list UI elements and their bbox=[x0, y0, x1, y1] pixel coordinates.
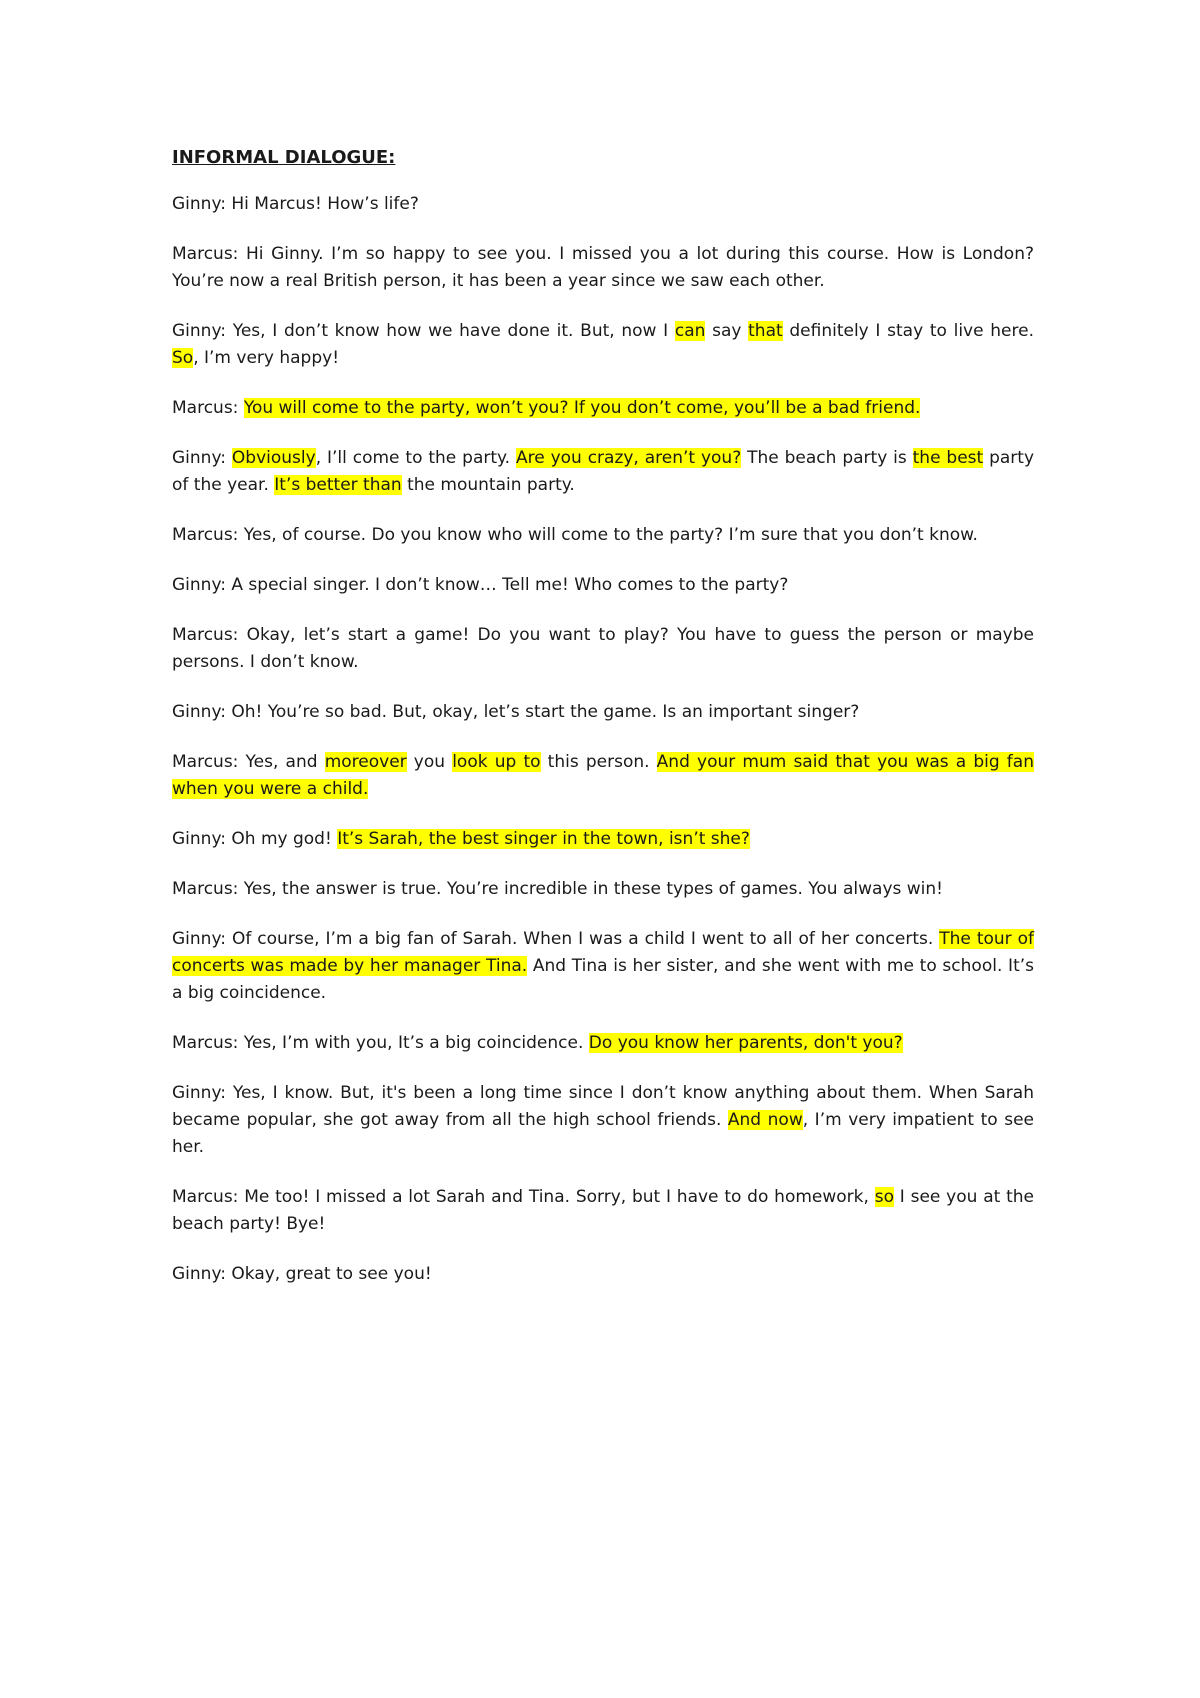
dialogue-text: , I’ll come to the party. bbox=[315, 448, 516, 468]
dialogue-text: Marcus: Yes, I’m with you, It’s a big coincidence. bbox=[172, 1033, 589, 1053]
dialogue-text: I see you at the beach party! Bye! bbox=[172, 1187, 1034, 1234]
dialogue-text: definitely I stay to live here. bbox=[782, 321, 1034, 341]
dialogue-text: Ginny: Of course, I’m a big fan of Sarah. When I was a child I went to all of her concerts. bbox=[172, 929, 940, 949]
dialogue-line bbox=[172, 826, 1034, 853]
highlighted-text: And your mum said that you was a big fan when you were a child. bbox=[172, 752, 1034, 799]
dialogue-text: And Tina is her sister, and she went with me to school. It’s a big coincidence. bbox=[172, 956, 1034, 1003]
highlighted-text: so bbox=[874, 1187, 894, 1207]
dialogue-text: Marcus: Okay, let’s start a game! Do you want to play? You have to guess the person or maybe persons. I don’t know. bbox=[172, 625, 1034, 672]
highlighted-text: the best bbox=[912, 448, 984, 468]
dialogue-text: Ginny: Hi Marcus! How’s life? bbox=[172, 194, 419, 214]
highlighted-text: And now bbox=[727, 1110, 803, 1130]
dialogue-line bbox=[172, 926, 1034, 1007]
dialogue-line bbox=[172, 622, 1034, 676]
dialogue-text: Marcus: Yes, and bbox=[172, 752, 325, 772]
dialogue-text: , I’m very happy! bbox=[193, 348, 340, 368]
dialogue-text: The beach party is bbox=[741, 448, 913, 468]
dialogue-text: Marcus: Yes, the answer is true. You’re incredible in these types of games. You always win! bbox=[172, 879, 943, 899]
dialogue-line bbox=[172, 522, 1034, 549]
dialogue-text: Marcus: Hi Ginny. I’m so happy to see you. I missed you a lot during this course. How is London? You’re now a real British person, it has been a year since we saw each other. bbox=[172, 244, 1034, 291]
dialogue-line bbox=[172, 749, 1034, 803]
dialogue-text: Ginny: Oh! You’re so bad. But, okay, let’s start the game. Is an important singer? bbox=[172, 702, 860, 722]
dialogue-line bbox=[172, 1184, 1034, 1238]
dialogue-text: you bbox=[406, 752, 453, 772]
dialogue-line bbox=[172, 699, 1034, 726]
dialogue-text: party of the year. bbox=[172, 448, 1035, 495]
dialogue-line bbox=[172, 1030, 1034, 1057]
dialogue-line bbox=[172, 445, 1034, 499]
highlighted-text: It’s better than bbox=[274, 475, 402, 495]
dialogue-text: , I’m very impatient to see her. bbox=[172, 1110, 1035, 1157]
dialogue-text: Marcus: Me too! I missed a lot Sarah and Tina. Sorry, but I have to do homework, bbox=[172, 1187, 875, 1207]
dialogue-line bbox=[172, 572, 1034, 599]
highlighted-text: look up to bbox=[452, 752, 541, 772]
dialogue-text: Marcus: bbox=[172, 398, 244, 418]
highlighted-text: Do you know her parents, don't you? bbox=[588, 1033, 903, 1053]
dialogue-text: Ginny: Oh my god! bbox=[172, 829, 338, 849]
dialogue-text: Ginny: Yes, I don’t know how we have done it. But, now I bbox=[172, 321, 675, 341]
dialogue-text: Marcus: Yes, of course. Do you know who will come to the party? I’m sure that you don’t know. bbox=[172, 525, 978, 545]
dialogue-line bbox=[172, 395, 1034, 422]
dialogue-text: say bbox=[705, 321, 749, 341]
dialogue-line bbox=[172, 1080, 1034, 1161]
highlighted-text: The tour of concerts was made by her manager Tina. bbox=[172, 929, 1034, 976]
dialogue-text: the mountain party. bbox=[401, 475, 575, 495]
dialogue-line bbox=[172, 1261, 1034, 1288]
dialogue-line bbox=[172, 191, 1034, 218]
dialogue-line bbox=[172, 241, 1034, 295]
highlighted-text: that bbox=[748, 321, 783, 341]
dialogue-text: Ginny: bbox=[172, 448, 232, 468]
highlighted-text: Are you crazy, aren’t you? bbox=[515, 448, 742, 468]
dialogue-line bbox=[172, 318, 1034, 372]
dialogue-text: Ginny: Okay, great to see you! bbox=[172, 1264, 432, 1284]
highlighted-text: moreover bbox=[324, 752, 407, 772]
document-page bbox=[172, 144, 1034, 1311]
highlighted-text: Obviously bbox=[231, 448, 316, 468]
dialogue-line bbox=[172, 876, 1034, 903]
dialogue-text: this person. bbox=[540, 752, 657, 772]
highlighted-text: It’s Sarah, the best singer in the town, isn’t she? bbox=[337, 829, 750, 849]
highlighted-text: can bbox=[674, 321, 706, 341]
dialogue-text: Ginny: A special singer. I don’t know… Tell me! Who comes to the party? bbox=[172, 575, 789, 595]
document-title: INFORMAL DIALOGUE: bbox=[172, 147, 396, 168]
highlighted-text: You will come to the party, won’t you? If you don’t come, you’ll be a bad friend. bbox=[243, 398, 921, 418]
dialogue-body bbox=[172, 191, 1034, 1288]
highlighted-text: So bbox=[172, 348, 194, 368]
dialogue-text: Ginny: Yes, I know. But, it's been a long time since I don’t know anything about them. When Sarah became popular, she got away from all the high school friends. bbox=[172, 1083, 1034, 1130]
